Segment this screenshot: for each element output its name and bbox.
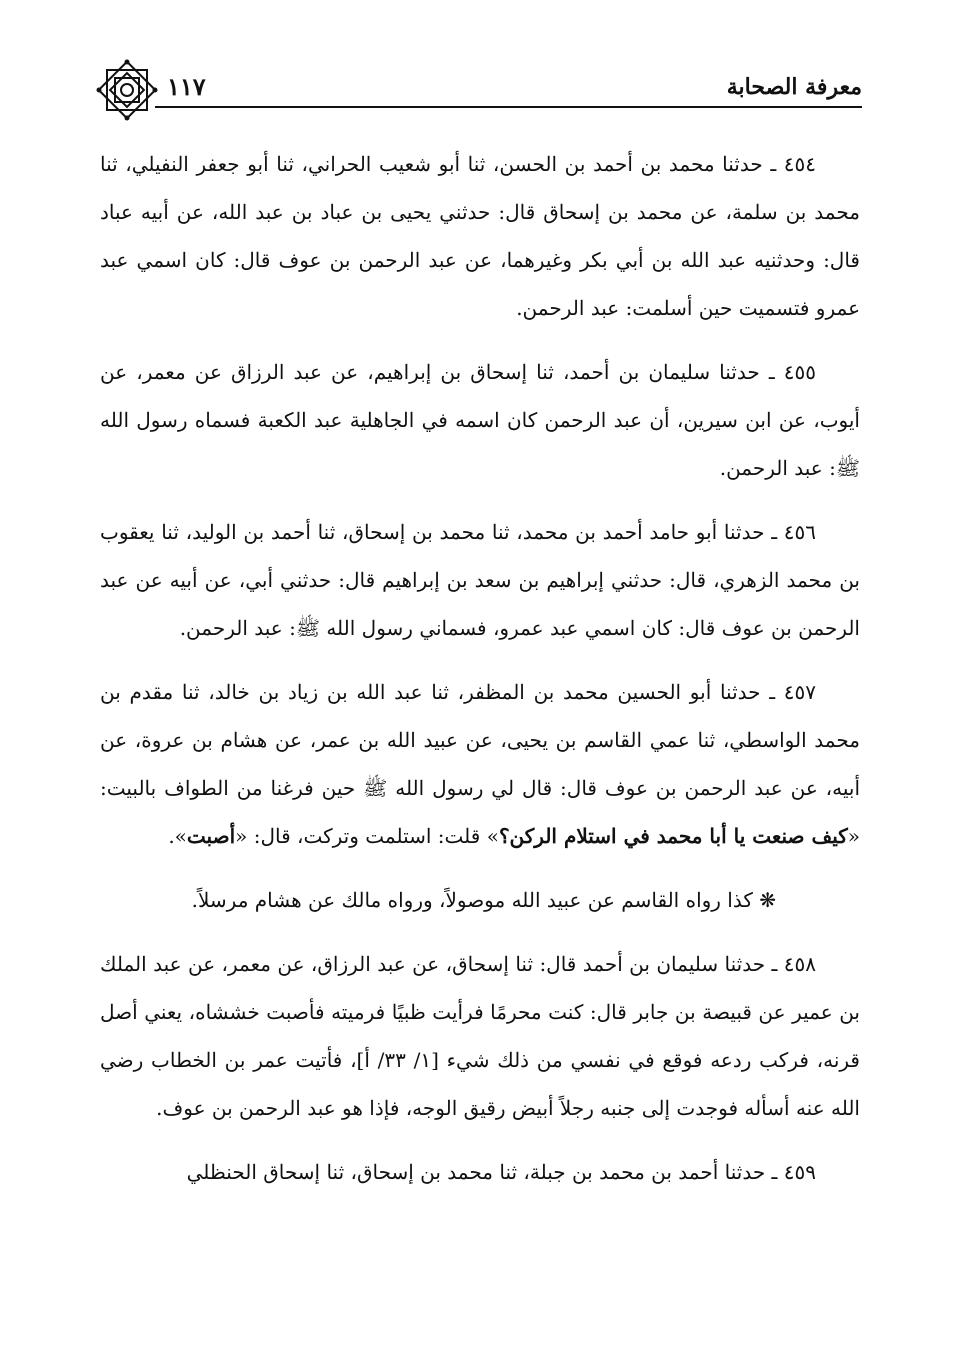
commentary-note: [100, 876, 860, 924]
note-text: كذا رواه القاسم عن عبيد الله موصولاً، ورواه مالك عن هشام مرسلاً.: [191, 888, 753, 912]
hadith-text: حدثنا أبو حامد أحمد بن محمد، ثنا محمد بن إسحاق، ثنا أحمد بن الوليد، ثنا يعقوب بن محمد الزهري، قال: حدثني إبراهيم بن سعد بن إبراهيم قال: حدثني أبي، عن أبيه عن عبد الرحمن بن عوف قال: كان اسمي عبد عمرو، فسماني رسول الله ﷺ: عبد الرحمن.: [100, 520, 860, 640]
hadith-text: حدثنا أحمد بن محمد بن جبلة، ثنا محمد بن إسحاق، ثنا إسحاق الحنظلي: [186, 1160, 766, 1184]
page-number: ١١٧: [167, 72, 206, 101]
hadith-458: [100, 940, 860, 1132]
body-text: [100, 140, 860, 1212]
hadith-number: ٤٥٩ ـ: [771, 1160, 816, 1184]
hadith-text: حدثنا أبو الحسين محمد بن المظفر، ثنا عبد الله بن زياد بن خالد، ثنا مقدم بن محمد الواسطي، ثنا عمي القاسم بن يحيى، عن عبيد الله بن عمر، عن هشام بن عروة، عن أبيه، عن عبد الرحمن بن عوف قال: قال لي رسول الله ﷺ حين فرغنا من الطواف بالبيت: «: [100, 680, 860, 848]
hadith-text: ».: [168, 824, 187, 848]
hadith-text: » قلت: استلمت وتركت، قال: «: [235, 824, 499, 848]
hadith-text: حدثنا محمد بن أحمد بن الحسن، ثنا أبو شعيب الحراني، ثنا أبو جعفر النفيلي، ثنا محمد بن سلمة، عن محمد بن إسحاق قال: حدثني يحيى بن عباد بن عبد الله، عن أبيه عباد قال: وحدثنيه عبد الله بن أبي بكر وغيرهما، عن عبد الرحمن بن عوف قال: كان اسمي عبد عمرو فتسميت حين أسلمت: عبد الرحمن.: [100, 152, 860, 320]
hadith-text: حدثنا سليمان بن أحمد، ثنا إسحاق بن إبراهيم، عن عبد الرزاق عن معمر، عن أيوب، عن ابن سيرين، أن عبد الرحمن كان اسمه في الجاهلية عبد الكعبة فسماه رسول الله ﷺ: عبد الرحمن.: [100, 360, 860, 480]
octagram-ornament-icon: [95, 58, 159, 122]
header-rule: [155, 106, 862, 108]
hadith-number: ٤٥٧ ـ: [769, 680, 817, 704]
hadith-455: [100, 348, 860, 492]
asterism-icon: ❋: [759, 888, 776, 912]
hadith-number: ٤٥٨ ـ: [771, 952, 817, 976]
page-header: [95, 58, 862, 122]
hadith-number: ٤٥٦ ـ: [771, 520, 816, 544]
hadith-quote-bold: أصبت: [186, 824, 236, 848]
hadith-number: ٤٥٥ ـ: [768, 360, 817, 384]
hadith-454: [100, 140, 860, 332]
hadith-457: [100, 668, 860, 860]
hadith-459: [100, 1148, 860, 1196]
hadith-text: حدثنا سليمان بن أحمد قال: ثنا إسحاق، عن عبد الرزاق، عن معمر، عن عبد الملك بن عمير عن قبيصة بن جابر قال: كنت محرمًا فرأيت ظبيًا فرميته فأصبت خششاه، يعني أصل قرنه، فركب ردعه فوقع في نفسي من ذلك شيء [١/ ٣٣/ أ]، فأتيت عمر بن الخطاب رضي الله عنه أسأله فوجدت إلى جنبه رجلاً أبيض رقيق الوجه، فإذا هو عبد الرحمن بن عوف.: [100, 952, 860, 1120]
running-title: معرفة الصحابة: [726, 74, 862, 100]
hadith-456: [100, 508, 860, 652]
hadith-quote-bold: كيف صنعت يا أبا محمد في استلام الركن؟: [498, 824, 848, 848]
hadith-number: ٤٥٤ ـ: [770, 152, 817, 176]
